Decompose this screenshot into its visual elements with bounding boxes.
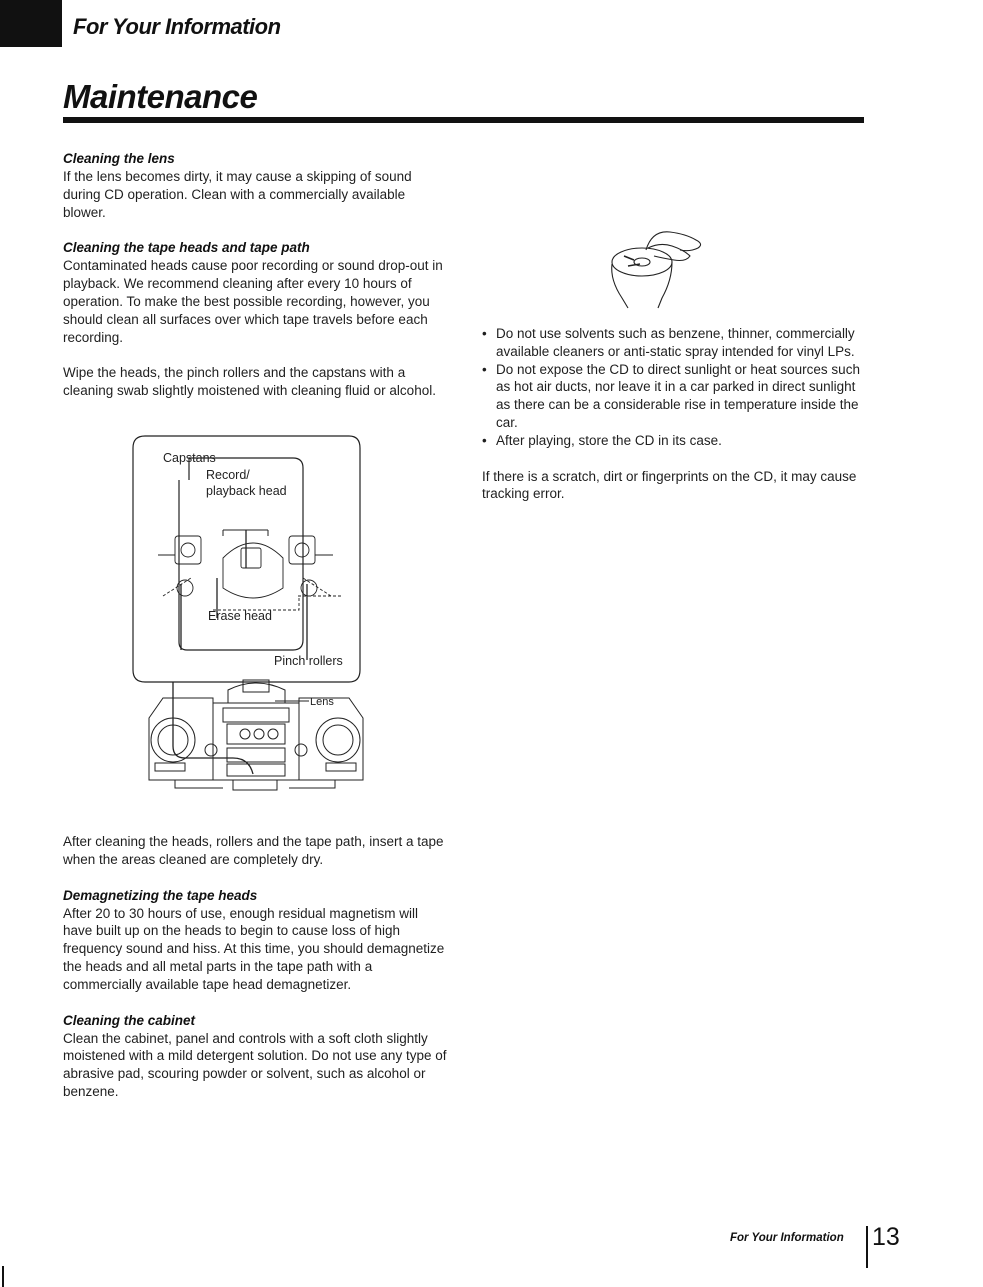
cd-handling-illustration-icon [600, 220, 710, 315]
margin-mark [2, 1266, 4, 1287]
section-body: Clean the cabinet, panel and controls with a soft cloth slightly moistened with a mild detergent solution. Do not use any type of abrasive pad, scouring powder or solvent, such as alcohol or benzene. [63, 1030, 447, 1099]
label-pinch-rollers: Pinch rollers [274, 653, 343, 668]
section-body: Contaminated heads cause poor recording or sound drop-out in playback. We recommend cleaning after every 10 hours of operation. To make the best possible recording, however, you should clean all surfaces over which tape travels before each recording. [63, 258, 443, 345]
list-item: • After playing, store the CD in its case. [482, 432, 867, 450]
tape-mechanism-icon [158, 536, 343, 610]
page-number: 13 [872, 1223, 900, 1251]
section-tape-heads [63, 239, 448, 400]
section-heading: Cleaning the lens [63, 151, 175, 166]
section-body: After cleaning the heads, rollers and the tape path, insert a tape when the areas cleaned are completely dry. [63, 833, 444, 867]
list-item: • Do not expose the CD to direct sunlight or heat sources such as hot air ducts, nor leave it in a car parked in direct sunlight as there can be a considerable rise in temperature inside the car. [482, 361, 867, 432]
page-title: Maintenance [63, 78, 258, 115]
header-title: For Your Information [73, 14, 281, 39]
header-black-block [0, 0, 62, 47]
section-heading: Cleaning the cabinet [63, 1012, 196, 1028]
title-rule [63, 117, 864, 123]
left-column [63, 150, 448, 1101]
label-erase-head: Erase head [208, 608, 272, 623]
section-demagnetizing [63, 887, 448, 994]
section-cabinet [63, 1012, 448, 1101]
section-heading: Demagnetizing the tape heads [63, 887, 258, 903]
tape-path-diagram [63, 418, 448, 823]
scratch-note: If there is a scratch, dirt or fingerprints on the CD, it may cause tracking error. [482, 468, 857, 502]
list-item: • Do not use solvents such as benzene, thinner, commercially available cleaners or anti-static spray intended for vinyl LPs. [482, 325, 867, 361]
footer-divider [866, 1226, 868, 1268]
label-capstans: Capstans [163, 450, 216, 465]
label-record-head-2: playback head [206, 483, 287, 498]
section-body: If the lens becomes dirty, it may cause a skipping of sound during CD operation. Clean with a commercially available blower. [63, 169, 412, 220]
section-heading: Cleaning the tape heads and tape path [63, 240, 310, 256]
section-body: After 20 to 30 hours of use, enough residual magnetism will have built up on the heads to begin to cause loss of high frequency sound and hiss. At this time, you should demagnetize the heads and all metal parts in the tape path with a commercially available tape head demagnetizer. [63, 905, 445, 992]
label-lens: Lens [310, 695, 334, 708]
footer-label: For Your Information [730, 1232, 844, 1244]
section-body: Wipe the heads, the pinch rollers and the capstans with a cleaning swab slightly moistened with cleaning fluid or alcohol. [63, 365, 436, 399]
cd-care-list [482, 325, 867, 450]
right-column [482, 325, 867, 503]
section-lens [63, 150, 448, 221]
label-record-head-1: Record/ [206, 467, 250, 482]
